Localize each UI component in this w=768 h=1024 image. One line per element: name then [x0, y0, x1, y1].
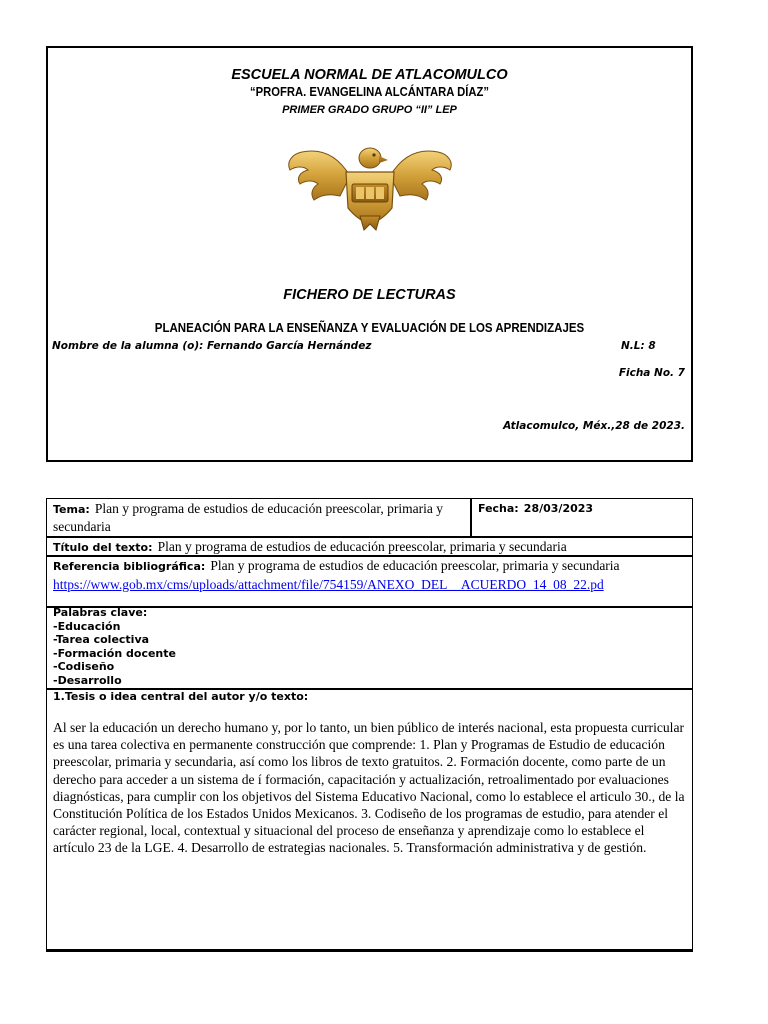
titulo-value: Plan y programa de estudios de educación preescolar, primaria y secundaria [157, 539, 567, 554]
list-number: N.L: 8 [621, 340, 656, 352]
tema-value: Plan y programa de estudios de educación preescolar, primaria y secundaria [53, 501, 443, 534]
tesis-label: 1.Tesis o idea central del autor y/o texto: [53, 690, 309, 703]
student-name: Nombre de la alumna (o): Fernando García Hernández [52, 340, 372, 352]
keyword-item: -Formación docente [53, 646, 176, 660]
referencia-label: Referencia bibliográfica: [53, 560, 206, 573]
reference-link[interactable]: https://www.gob.mx/cms/uploads/attachment/file/754159/ANEXO_DEL__ACUERDO_14_08_22.pd [53, 577, 604, 592]
grade-group: PRIMER GRADO GRUPO “II” LEP [282, 104, 457, 116]
titulo-label: Título del texto: [53, 541, 153, 554]
fecha-label: Fecha: [478, 502, 519, 515]
tesis-body: Al ser la educación un derecho humano y, por lo tanto, un bien público de interés nacional, esta propuesta curricular es una tarea colectiva en permanente construcción que comprende: 1. Plan y Programas de Estudio de educación preescolar, primaria y secundaria, así como los libros de texto gratuitos. 2. Formación docente, como parte de un derecho para acceder a un sistema de í formación, capacitación y actualización, retroalimentado por evaluaciones diagnósticas, para cumplir con los objetivos del Sistema Educativo Nacional, como lo establece el articulo 30., de la Constitución Política de los Estados Unidos Mexicanos. 3. Codiseño de los programas de estudio, para atender el carácter regional, local, contextual y situacional del proceso de enseñanza y aprendizaje como lo establece el artículo 23 de la LGE. 4. Desarrollo de estrategias nacionales. 5. Transformación administrativa y de gestión. [53, 720, 685, 856]
course-name: PLANEACIÓN PARA LA ENSEÑANZA Y EVALUACIÓN DE LOS APRENDIZAJES [154, 321, 585, 335]
school-name: ESCUELA NORMAL DE ATLACOMULCO [231, 67, 508, 83]
keywords-block [53, 606, 176, 688]
keywords-label: Palabras clave: [53, 606, 148, 619]
eagle-emblem-icon [280, 136, 460, 232]
keyword-item: -Tarea colectiva [53, 633, 150, 647]
school-honoree: “PROFRA. EVANGELINA ALCÁNTARA DÍAZ” [250, 85, 489, 99]
referencia-value: Plan y programa de estudios de educación preescolar, primaria y secundaria [210, 558, 620, 573]
keyword-item: -Educación [53, 619, 121, 633]
reading-card [46, 498, 693, 952]
referencia-cell [53, 557, 620, 575]
referencia-link-row [53, 576, 604, 593]
keyword-item: -Desarrollo [53, 673, 122, 687]
keyword-item: -Codiseño [53, 660, 115, 674]
ficha-number: Ficha No. 7 [618, 367, 685, 379]
tema-cell [53, 500, 463, 535]
document-title: FICHERO DE LECTURAS [283, 287, 456, 303]
tema-label: Tema: [53, 503, 90, 516]
cover-page [46, 46, 693, 462]
fecha-value: 28/03/2023 [523, 502, 594, 515]
place-date: Atlacomulco, Méx.,28 de 2023. [503, 420, 685, 432]
fecha-cell [478, 499, 593, 517]
titulo-cell [53, 538, 567, 556]
tema-divider [470, 499, 472, 536]
